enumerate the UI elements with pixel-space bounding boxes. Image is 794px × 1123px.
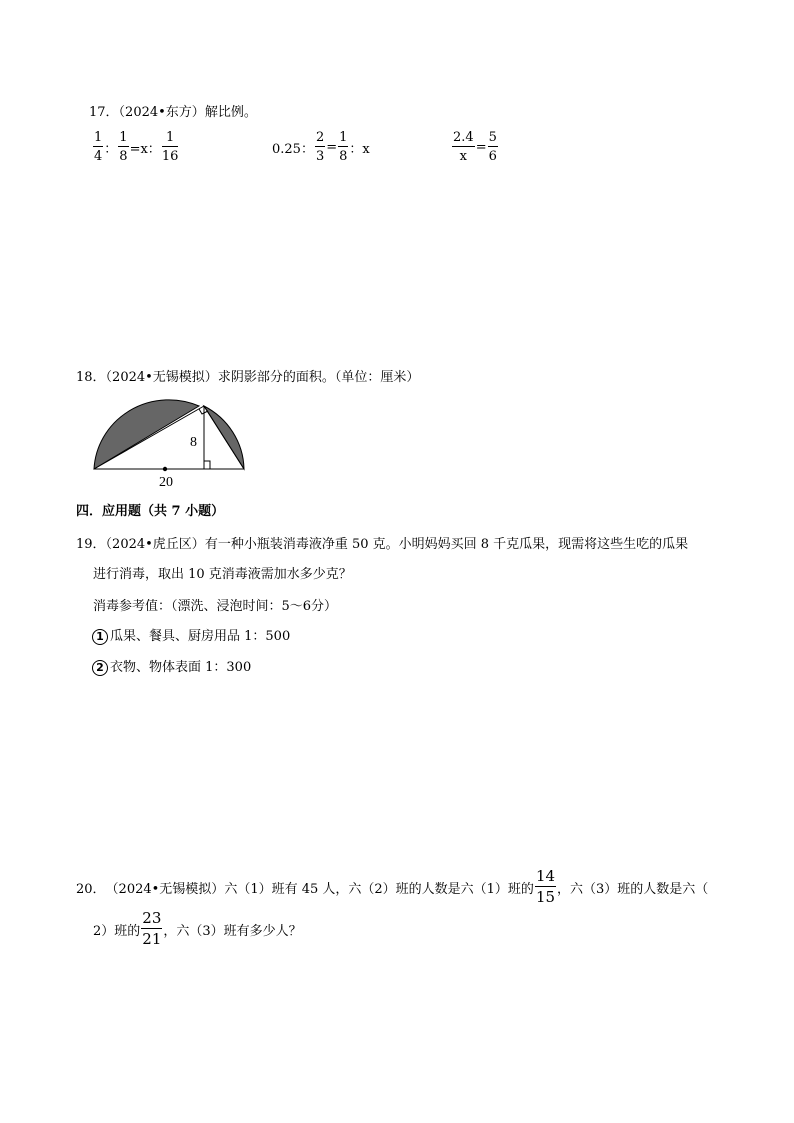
q19-item-2: 2 衣物、物体表面 1：300 (92, 656, 251, 676)
fraction: $\frac{2.4}{x}$ (453, 130, 474, 164)
q17-equation-3: $\frac{2.4}{x}$ = $\frac{5}{6}$ (453, 130, 497, 164)
base-label: 20 (159, 475, 173, 490)
q17-number: 17． (89, 105, 119, 120)
q17-equation-1: $\frac{1}{4}$ ： $\frac{1}{8}$ =x： $\frac{1}{16}$ (94, 130, 179, 164)
fraction: $\frac{1}{8}$ (339, 130, 348, 164)
q18-heading (76, 366, 419, 385)
q20-line-1: 20．（2024•无锡模拟）六（1）班有 45 人，六（2）班的人数是六（1）班的 $\frac{14}{15}$ ，六（3）班的人数是六（ (76, 867, 709, 906)
q17-source: （2024•东方） (118, 105, 205, 120)
q18-number: 18． (76, 370, 106, 385)
q18-prompt: 求阴影部分的面积。（单位：厘米） (217, 370, 420, 385)
q18-source: （2024•无锡模拟） (105, 370, 218, 385)
q20-line-2: 2）班的 $\frac{23}{21}$ ，六（3）班有多少人？ (93, 909, 302, 948)
q19-line-1 (76, 533, 688, 552)
circled-number-2: 2 (92, 660, 108, 676)
fraction: $\frac{5}{6}$ (488, 130, 497, 164)
q17-heading (89, 101, 257, 120)
right-angle-mark-base (204, 461, 210, 469)
semicircle-figure (88, 396, 254, 491)
fraction: $\frac{23}{21}$ (142, 909, 162, 948)
q19-text-1: 有一种小瓶装消毒液净重 50 克。小明妈妈买回 8 千克瓜果，现需将这些生吃的瓜果 (204, 537, 689, 552)
q20-source: （2024•无锡模拟） (105, 881, 225, 897)
q17-prompt: 解比例。 (204, 105, 257, 120)
fraction: $\frac{1}{4}$ (94, 130, 103, 164)
fraction: $\frac{2}{3}$ (315, 130, 325, 164)
chord-right (204, 406, 244, 469)
q19-source: （2024•虎丘区） (105, 537, 205, 552)
q20-number: 20． (76, 881, 106, 897)
fraction: $\frac{1}{8}$ (119, 130, 128, 164)
circled-number-1: 1 (92, 629, 108, 645)
q19-reference: 消毒参考值：（漂洗、浸泡时间：5～6分） (93, 599, 338, 614)
height-label: 8 (190, 435, 197, 450)
fraction: $\frac{1}{16}$ (161, 130, 179, 164)
q19-line-2: 进行消毒，取出 10 克消毒液需加水多少克？ (93, 567, 352, 582)
q17-equation-2: 0.25： $\frac{2}{3}$ = $\frac{1}{8}$ ：x (272, 130, 370, 164)
section-title: 四．应用题（共 7 小题） (76, 504, 225, 519)
fraction: $\frac{14}{15}$ (535, 867, 556, 906)
q19-item-1: 1 瓜果、餐具、厨房用品 1：500 (92, 625, 290, 645)
shaded-region-left (94, 400, 199, 469)
q19-number: 19． (76, 537, 106, 552)
center-point (163, 467, 167, 471)
